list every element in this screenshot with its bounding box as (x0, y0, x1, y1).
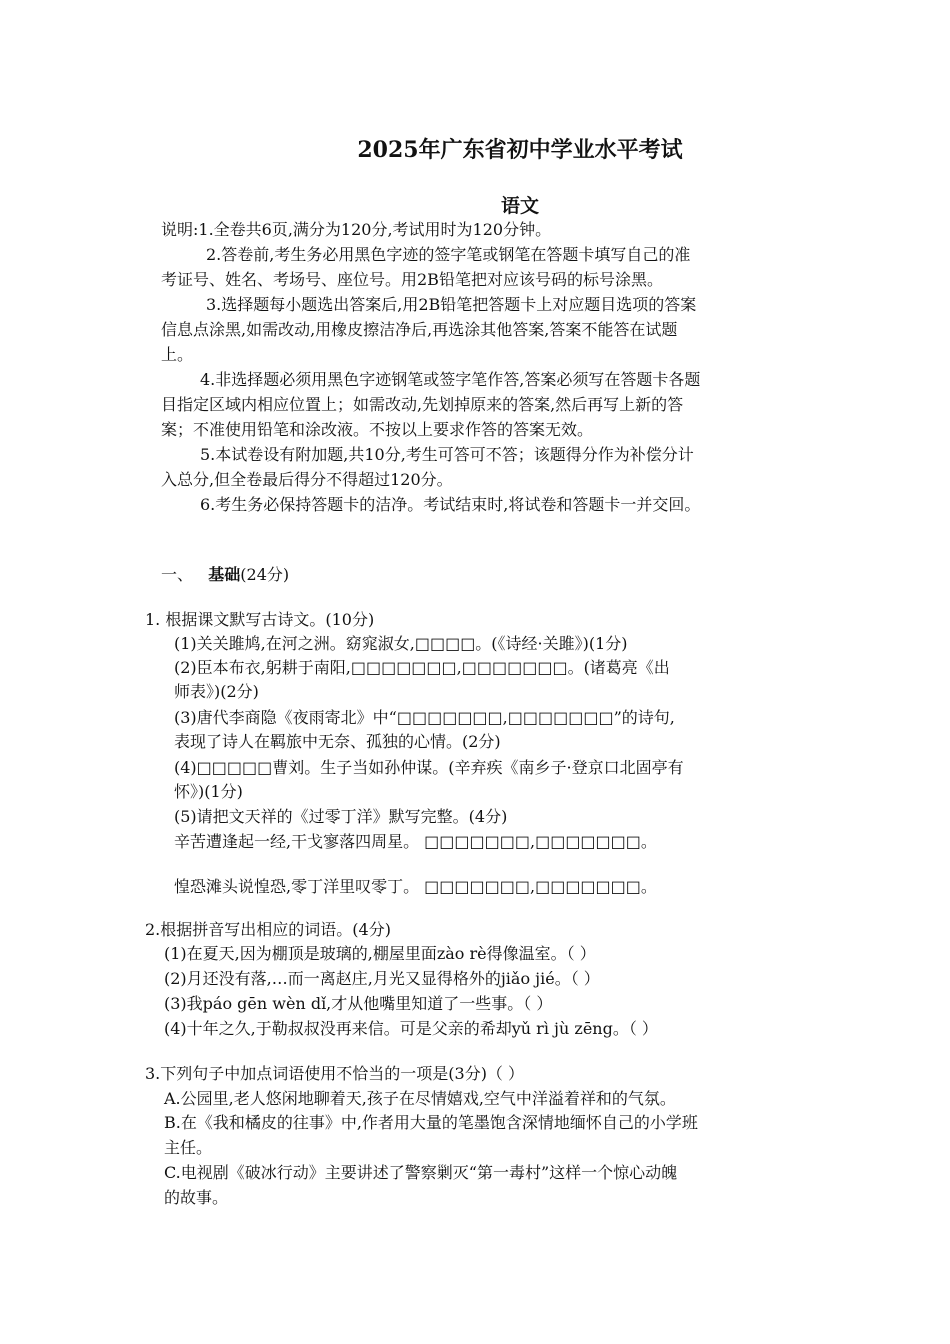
option-a: A.公园里,老人悠闲地聊着天,孩子在尽情嬉戏,空气中洋溢着祥和的气氛。 (164, 1089, 676, 1108)
instruction-line: 目指定区域内相应位置上；如需改动,先划掉原来的答案,然后再写上新的答 (161, 395, 684, 414)
option-c: C.电视剧《破冰行动》主要讲述了警察剿灭“第一毒村”这样一个惊心动魄 (164, 1163, 678, 1182)
question-item: 师表》)(2分) (174, 682, 259, 701)
question-item: (3)唐代李商隐《夜雨寄北》中“□□□□□□□,□□□□□□□”的诗句, (174, 708, 675, 727)
exam-subject: 语文 (500, 195, 539, 217)
question-item: (4)□□□□□曹刘。生子当如孙仲谋。(辛弃疾《南乡子·登京口北固亭有 (174, 758, 684, 777)
question-item: 表现了诗人在羁旅中无奈、孤独的心情。(2分) (174, 732, 501, 751)
question-item: (2)月还没有落,…而一离赵庄,月光又显得格外的jiǎo jié。（ ） (164, 969, 600, 988)
question-item: (5)请把文天祥的《过零丁洋》默写完整。(4分) (174, 807, 508, 826)
instruction-line: 4.非选择题必须用黑色字迹钢笔或签字笔作答,答案必须写在答题卡各题 (200, 370, 701, 389)
question-item: (1)在夏天,因为棚顶是玻璃的,棚屋里面zào rè得像温室。（ ） (164, 944, 596, 963)
section-score: (24分) (240, 565, 290, 584)
question-item: (1)关关雎鸠,在河之洲。窈窕淑女,□□□□。(《诗经·关雎》)(1分) (174, 634, 628, 653)
instruction-line: 5.本试卷设有附加题,共10分,考生可答可不答；该题得分作为补偿分计 (200, 445, 694, 464)
option-c-cont: 的故事。 (164, 1188, 229, 1207)
question-item: (4)十年之久,于勒叔叔没再来信。可是父亲的希却yǔ rì jù zēng。（ ） (164, 1019, 658, 1038)
question-item: 辛苦遭逢起一经,干戈寥落四周星。 □□□□□□□,□□□□□□□。 (174, 832, 657, 851)
instruction-line: 信息点涂黑,如需改动,用橡皮擦洁净后,再选涂其他答案,答案不能答在试题 (161, 320, 678, 339)
instruction-line: 上。 (161, 345, 194, 364)
option-b: B.在《我和橘皮的往事》中,作者用大量的笔墨饱含深情地缅怀自己的小学班 (164, 1113, 698, 1132)
instruction-line: 3.选择题每小题选出答案后,用2B铅笔把答题卡上对应题目选项的答案 (206, 295, 697, 314)
section-heading (161, 563, 289, 587)
option-b-cont: 主任。 (164, 1138, 213, 1157)
question-item: (3)我páo gēn wèn dǐ,才从他嘴里知道了一些事。（ ） (164, 994, 553, 1013)
instruction-line: 6.考生务必保持答题卡的洁净。考试结束时,将试卷和答题卡一并交回。 (200, 495, 701, 514)
instruction-line: 说明:1.全卷共6页,满分为120分,考试用时为120分钟。 (161, 220, 552, 239)
section-number: 一、 (161, 565, 194, 584)
instruction-line: 2.答卷前,考生务必用黑色字迹的签字笔或钢笔在答题卡填写自己的准 (206, 245, 691, 264)
section-title: 基础 (208, 565, 241, 584)
question-stem: 2.根据拼音写出相应的词语。(4分) (145, 920, 391, 939)
instruction-line: 案；不准使用铅笔和涂改液。不按以上要求作答的答案无效。 (161, 420, 594, 439)
instruction-line: 考证号、姓名、考场号、座位号。用2B铅笔把对应该号码的标号涂黑。 (161, 270, 663, 289)
question-item: 怀》)(1分) (174, 782, 243, 801)
question-stem: 3.下列句子中加点词语使用不恰当的一项是(3分)（ ） (145, 1064, 525, 1083)
question-stem: 1. 根据课文默写古诗文。(10分) (145, 610, 375, 629)
exam-title: 2025年广东省初中学业水平考试 (357, 137, 683, 163)
instruction-line: 入总分,但全卷最后得分不得超过120分。 (161, 470, 453, 489)
question-item: 惶恐滩头说惶恐,零丁洋里叹零丁。 □□□□□□□,□□□□□□□。 (174, 877, 657, 896)
question-item: (2)臣本布衣,躬耕于南阳,□□□□□□□,□□□□□□□。(诸葛亮《出 (174, 658, 670, 677)
